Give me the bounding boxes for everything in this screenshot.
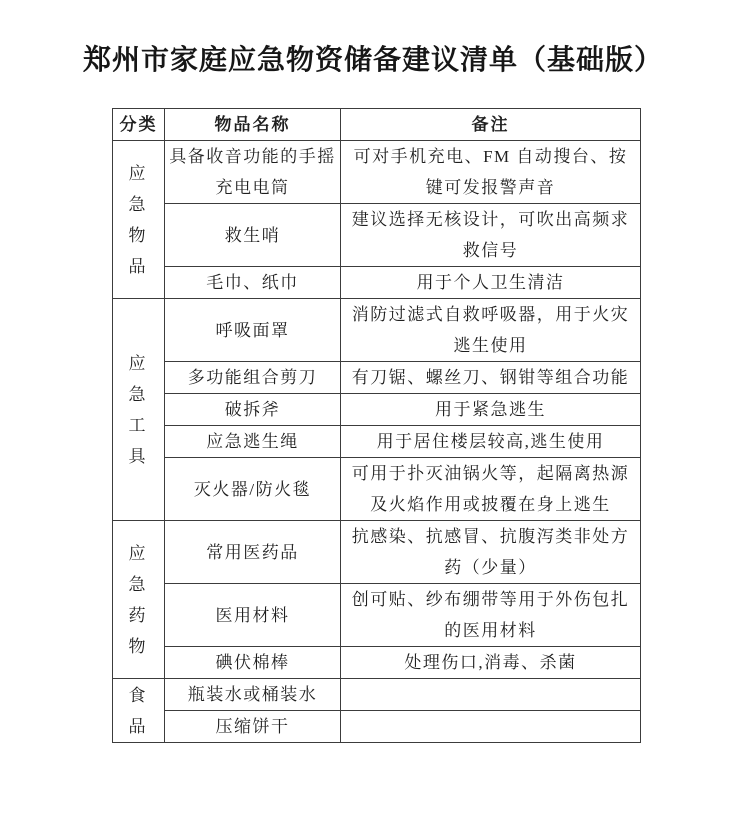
table-row bbox=[113, 362, 641, 394]
header-category: 分类 bbox=[113, 109, 165, 141]
note-cell: 用于居住楼层较高,逃生使用 bbox=[341, 426, 641, 458]
table-row bbox=[113, 458, 641, 521]
table-row bbox=[113, 711, 641, 743]
note-cell: 消防过滤式自救呼吸器，用于火灾逃生使用 bbox=[341, 299, 641, 362]
note-cell: 处理伤口,消毒、杀菌 bbox=[341, 647, 641, 679]
item-cell: 多功能组合剪刀 bbox=[165, 362, 341, 394]
category-cell: 应急药物 bbox=[113, 521, 165, 679]
category-cell: 应急物品 bbox=[113, 141, 165, 299]
item-cell: 呼吸面罩 bbox=[165, 299, 341, 362]
note-cell: 用于个人卫生清洁 bbox=[341, 267, 641, 299]
table-row bbox=[113, 679, 641, 711]
page-title: 郑州市家庭应急物资储备建议清单（基础版） bbox=[82, 45, 663, 76]
table-row bbox=[113, 426, 641, 458]
table-row bbox=[113, 394, 641, 426]
category-cell: 应急工具 bbox=[113, 299, 165, 521]
item-cell: 具备收音功能的手摇充电电筒 bbox=[165, 141, 341, 204]
item-cell: 应急逃生绳 bbox=[165, 426, 341, 458]
item-cell: 破拆斧 bbox=[165, 394, 341, 426]
note-cell: 可对手机充电、FM 自动搜台、按键可发报警声音 bbox=[341, 141, 641, 204]
header-note: 备注 bbox=[341, 109, 641, 141]
note-cell: 建议选择无核设计，可吹出高频求救信号 bbox=[341, 204, 641, 267]
note-cell: 用于紧急逃生 bbox=[341, 394, 641, 426]
note-cell bbox=[341, 711, 641, 743]
item-cell: 灭火器/防火毯 bbox=[165, 458, 341, 521]
item-cell: 压缩饼干 bbox=[165, 711, 341, 743]
emergency-supplies-table bbox=[112, 108, 641, 743]
item-cell: 碘伏棉棒 bbox=[165, 647, 341, 679]
table-row bbox=[113, 141, 641, 204]
header-item-name: 物品名称 bbox=[165, 109, 341, 141]
table-row bbox=[113, 521, 641, 584]
note-cell: 有刀锯、螺丝刀、钢钳等组合功能 bbox=[341, 362, 641, 394]
item-cell: 瓶装水或桶装水 bbox=[165, 679, 341, 711]
item-cell: 医用材料 bbox=[165, 584, 341, 647]
table-row bbox=[113, 584, 641, 647]
note-cell bbox=[341, 679, 641, 711]
item-cell: 常用医药品 bbox=[165, 521, 341, 584]
category-cell: 食品 bbox=[113, 679, 165, 743]
note-cell: 抗感染、抗感冒、抗腹泻类非处方药（少量） bbox=[341, 521, 641, 584]
note-cell: 创可贴、纱布绷带等用于外伤包扎的医用材料 bbox=[341, 584, 641, 647]
note-cell: 可用于扑灭油锅火等，起隔离热源及火焰作用或披覆在身上逃生 bbox=[341, 458, 641, 521]
item-cell: 救生哨 bbox=[165, 204, 341, 267]
item-cell: 毛巾、纸巾 bbox=[165, 267, 341, 299]
table-row bbox=[113, 647, 641, 679]
table-row bbox=[113, 299, 641, 362]
table-row bbox=[113, 267, 641, 299]
table-header-row bbox=[113, 109, 641, 141]
table-row bbox=[113, 204, 641, 267]
